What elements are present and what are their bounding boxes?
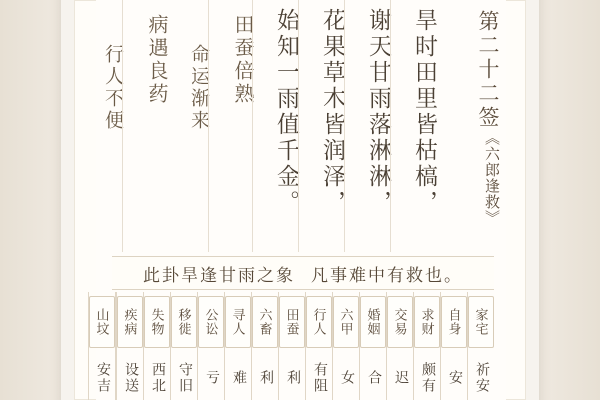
slip-subtitle: 《六郎逢救》	[483, 130, 499, 226]
verse-area	[104, 0, 498, 258]
category-head: 行人	[306, 296, 332, 348]
interpretation-band	[112, 256, 494, 290]
category-body: 女	[339, 370, 354, 386]
poem-line-4: 始知一雨值千金。	[252, 0, 298, 252]
category-body: 安吉	[95, 362, 110, 394]
category-cell	[88, 292, 116, 400]
category-cell	[224, 292, 251, 400]
category-head: 婚姻	[360, 296, 386, 348]
interpretation-phrase-1: 此卦旱逢甘雨之象	[143, 265, 295, 285]
note-column-2: 命运渐来	[188, 44, 209, 132]
category-cell	[116, 292, 143, 400]
poem-line-3: 花果草木皆润泽，	[298, 0, 344, 252]
category-cell	[197, 292, 224, 400]
category-head: 失物	[144, 296, 170, 348]
slip-number: 第二十二签	[476, 10, 500, 130]
category-head: 求财	[414, 296, 440, 348]
category-head: 公讼	[198, 296, 224, 348]
category-body: 设送	[123, 362, 138, 394]
category-body: 安	[447, 370, 462, 386]
category-head: 移徙	[171, 296, 197, 348]
category-cell	[143, 292, 170, 400]
category-cell	[386, 292, 413, 400]
category-grid	[94, 292, 494, 400]
category-cell	[413, 292, 440, 400]
category-body: 难	[231, 370, 246, 386]
category-body: 迟	[393, 370, 408, 386]
category-cell	[305, 292, 332, 400]
category-body: 有阻	[312, 362, 327, 394]
category-head: 交易	[387, 296, 413, 348]
category-body: 亏	[204, 370, 219, 386]
category-body: 守旧	[177, 362, 192, 394]
background-right-edge	[540, 0, 600, 400]
category-body: 祈安	[474, 362, 489, 394]
category-head: 寻人	[225, 296, 251, 348]
category-cell	[278, 292, 305, 400]
category-cell	[170, 292, 197, 400]
category-body: 颇有	[420, 362, 435, 394]
poem-line-2: 谢天甘雨落淋淋，	[344, 0, 390, 252]
category-cell	[440, 292, 467, 400]
category-body: 西北	[150, 362, 165, 394]
note-column-1: 田蚕倍熟	[208, 0, 252, 252]
category-cell	[359, 292, 386, 400]
category-cell	[467, 292, 494, 400]
category-head: 自身	[441, 296, 467, 348]
note-column-4: 行人不便	[102, 44, 123, 132]
note-column-3: 病遇良药	[122, 0, 166, 252]
category-body: 合	[366, 370, 381, 386]
category-cell	[332, 292, 359, 400]
poem-line-1: 旱时田里皆枯槁，	[390, 0, 436, 252]
category-head: 山坟	[89, 296, 115, 348]
category-body: 利	[258, 370, 273, 386]
category-head: 家宅	[468, 296, 494, 348]
category-head: 田蚕	[279, 296, 305, 348]
interpretation-phrase-2: 凡事难中有救也。	[311, 265, 463, 285]
background-left-edge	[0, 0, 60, 400]
slip-title-column	[436, 0, 498, 252]
category-cell	[251, 292, 278, 400]
category-head: 六畜	[252, 296, 278, 348]
category-body: 利	[285, 370, 300, 386]
category-head: 疾病	[117, 296, 143, 348]
category-head: 六甲	[333, 296, 359, 348]
